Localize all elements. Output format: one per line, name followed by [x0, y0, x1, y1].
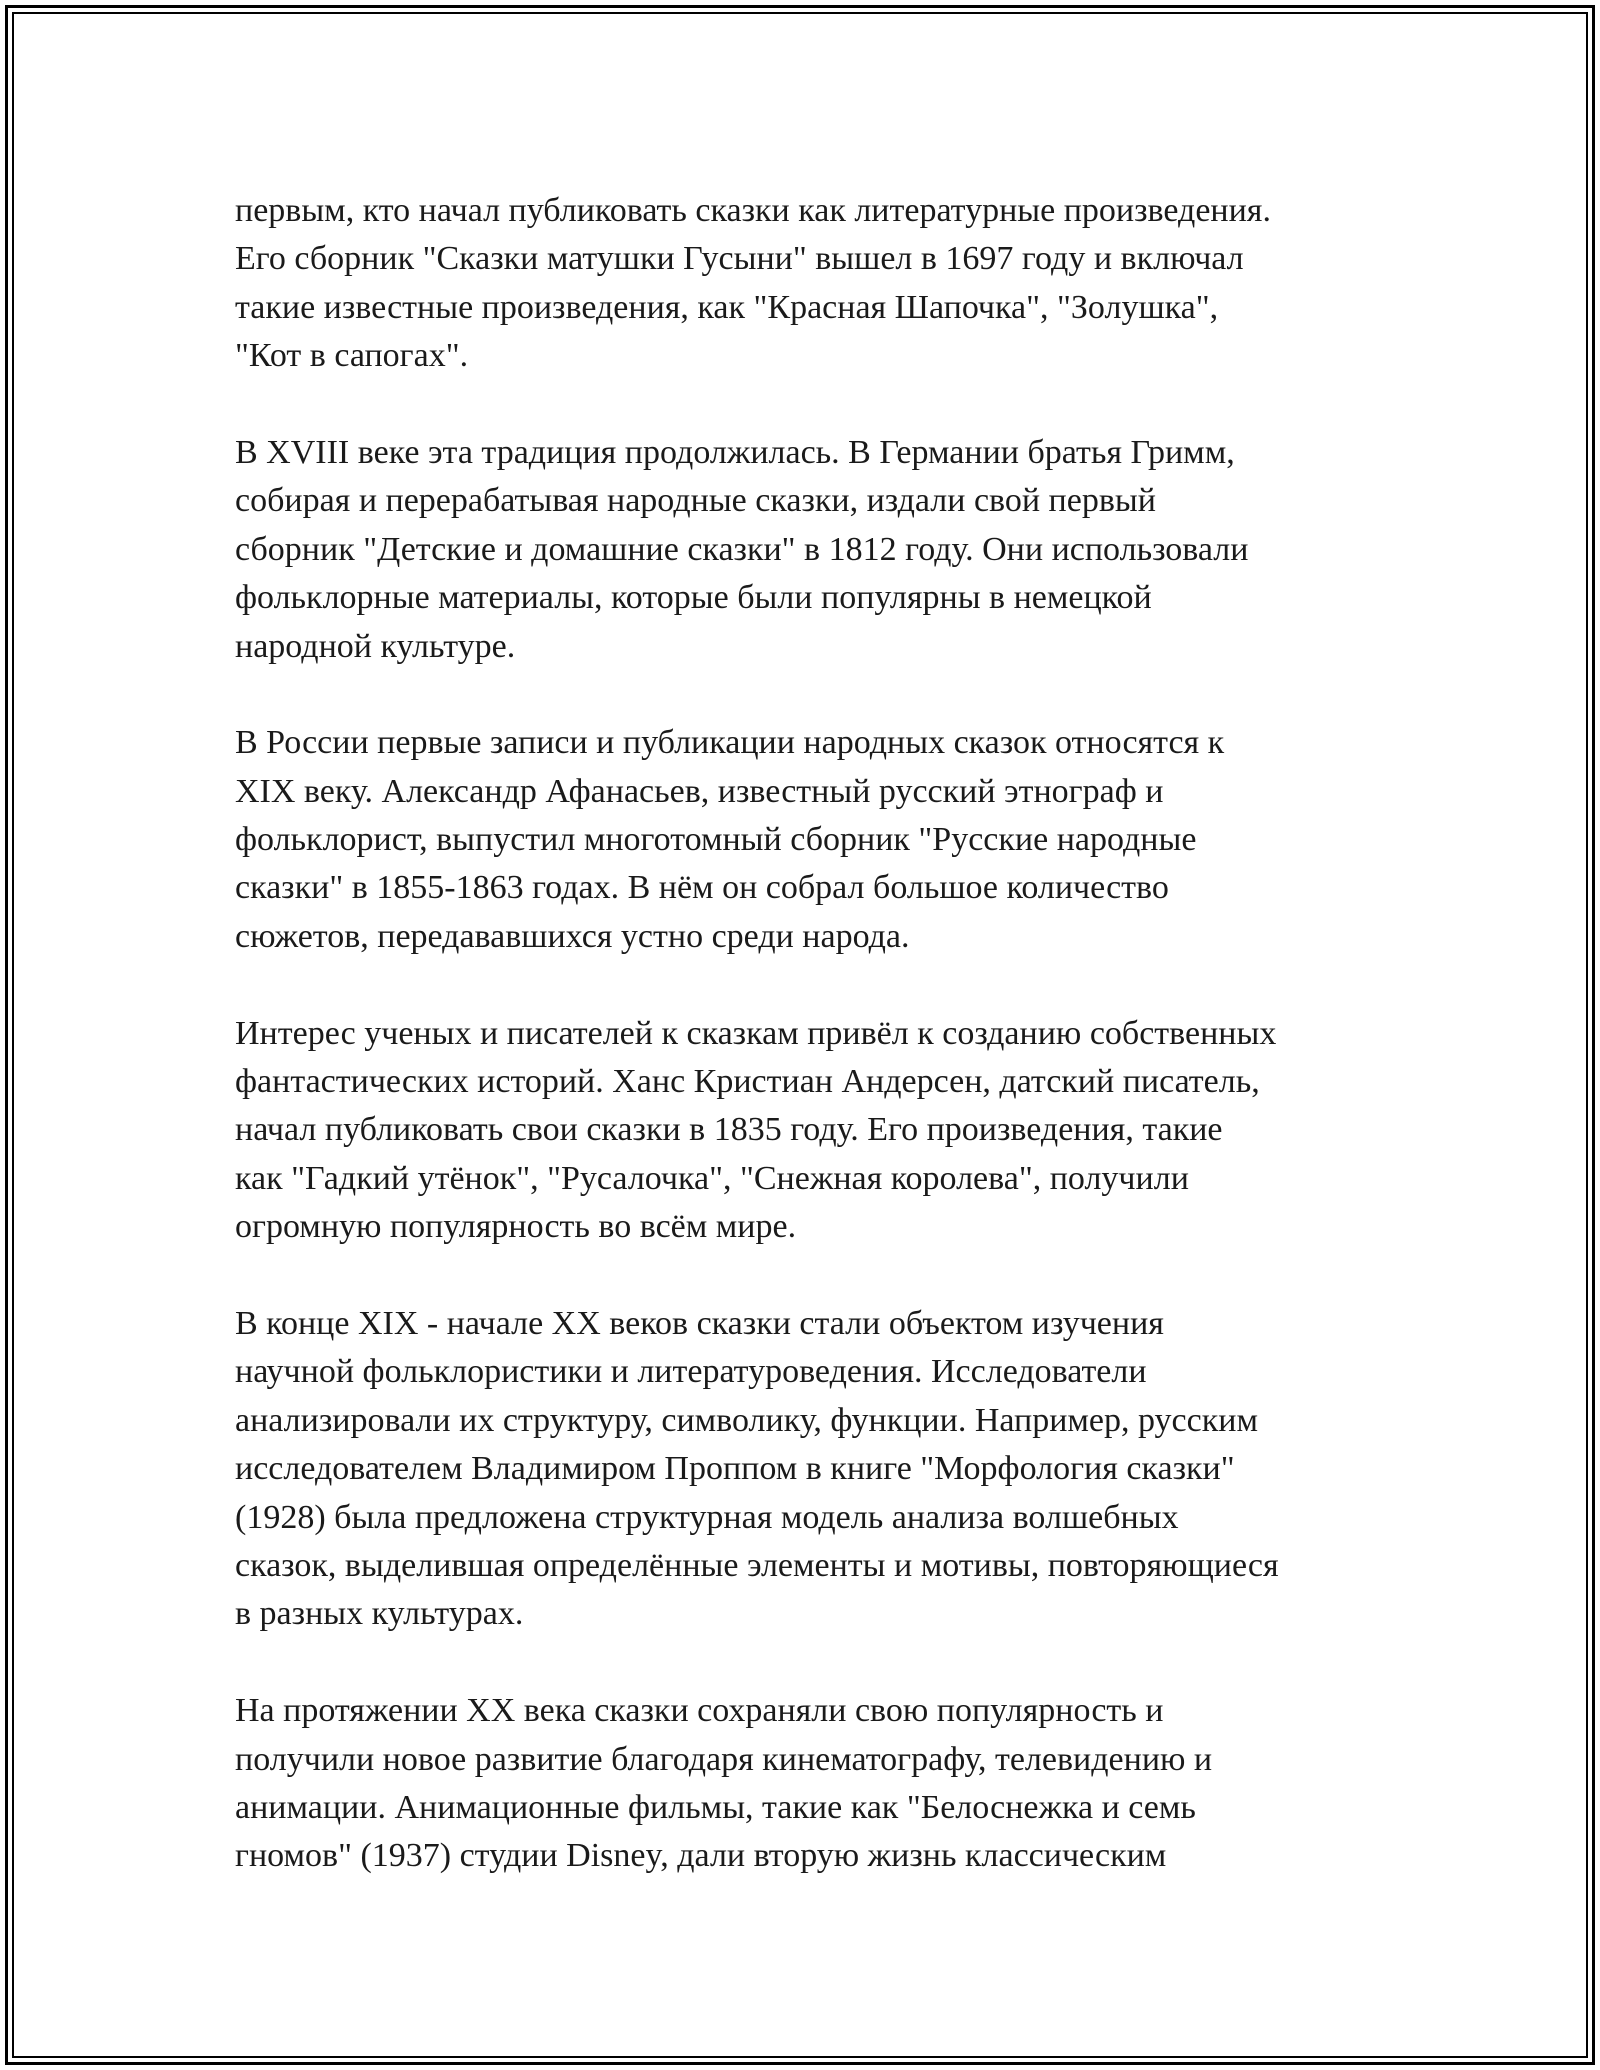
text-line: В России первые записи и публикации народных сказок относятся к	[235, 724, 1225, 762]
text-line: научной фольклористики и литературоведения. Исследователи	[235, 1353, 1147, 1391]
paragraph-spacer	[235, 381, 1385, 429]
text-line: такие известные произведения, как "Красная Шапочка", "Золушка",	[235, 288, 1219, 326]
text-line: сюжетов, передававшихся устно среди народа.	[235, 917, 910, 955]
paragraph-spacer	[235, 1252, 1385, 1300]
paragraph-spacer	[235, 1639, 1385, 1687]
text-line: фантастических историй. Ханс Кристиан Андерсен, датский писатель,	[235, 1063, 1260, 1101]
paragraph-spacer	[235, 671, 1385, 719]
text-line: сказки" в 1855-1863 годах. В нём он собрал большое количество	[235, 869, 1169, 907]
text-line: как "Гадкий утёнок", "Русалочка", "Снежная королева", получили	[235, 1159, 1189, 1197]
text-line: В конце XIX - начале XX веков сказки стали объектом изучения	[235, 1304, 1164, 1342]
text-line: получили новое развитие благодаря кинематографу, телевидению и	[235, 1740, 1213, 1778]
paragraph-3	[235, 719, 1385, 961]
text-line: фольклорист, выпустил многотомный сборник "Русские народные	[235, 821, 1197, 859]
text-line: анимации. Анимационные фильмы, такие как "Белоснежка и семь	[235, 1788, 1196, 1826]
text-line: гномов" (1937) студии Disney, дали вторую жизнь классическим	[235, 1837, 1167, 1875]
paragraph-6	[235, 1687, 1385, 1881]
text-line: Интерес ученых и писателей к сказкам привёл к созданию собственных	[235, 1014, 1277, 1052]
text-line: собирая и перерабатывая народные сказки, издали свой первый	[235, 482, 1156, 520]
text-line: В XVIII веке эта традиция продолжилась. В Германии братья Гримм,	[235, 433, 1235, 471]
text-line: фольклорные материалы, которые были популярны в немецкой	[235, 579, 1152, 617]
text-line: первым, кто начал публиковать сказки как литературные произведения.	[235, 192, 1271, 229]
paragraph-spacer	[235, 961, 1385, 1009]
text-line: исследователем Владимиром Проппом в книге "Морфология сказки"	[235, 1450, 1235, 1488]
paragraph-2	[235, 429, 1385, 671]
text-line: На протяжении XX века сказки сохраняли свою популярность и	[235, 1692, 1164, 1730]
text-line: Его сборник "Сказки матушки Гусыни" вышел в 1697 году и включал	[235, 240, 1244, 278]
paragraph-1	[235, 187, 1385, 381]
text-line: XIX веку. Александр Афанасьев, известный русский этнограф и	[235, 772, 1164, 810]
text-line: сборник "Детские и домашние сказки" в 1812 году. Они использовали	[235, 530, 1249, 568]
text-line: (1928) была предложена структурная модель анализа волшебных	[235, 1498, 1179, 1536]
text-line: огромную популярность во всём мире.	[235, 1208, 797, 1246]
text-line: анализировали их структуру, символику, функции. Например, русским	[235, 1401, 1258, 1439]
text-line: сказок, выделившая определённые элементы и мотивы, повторяющиеся	[235, 1546, 1279, 1584]
text-line: народной культуре.	[235, 627, 516, 665]
paragraph-5	[235, 1300, 1385, 1639]
paragraph-4	[235, 1010, 1385, 1252]
text-line: "Кот в сапогах".	[235, 337, 469, 375]
document-body	[235, 187, 1385, 1881]
text-line: в разных культурах.	[235, 1595, 524, 1633]
text-line: начал публиковать свои сказки в 1835 году. Его произведения, такие	[235, 1111, 1223, 1149]
